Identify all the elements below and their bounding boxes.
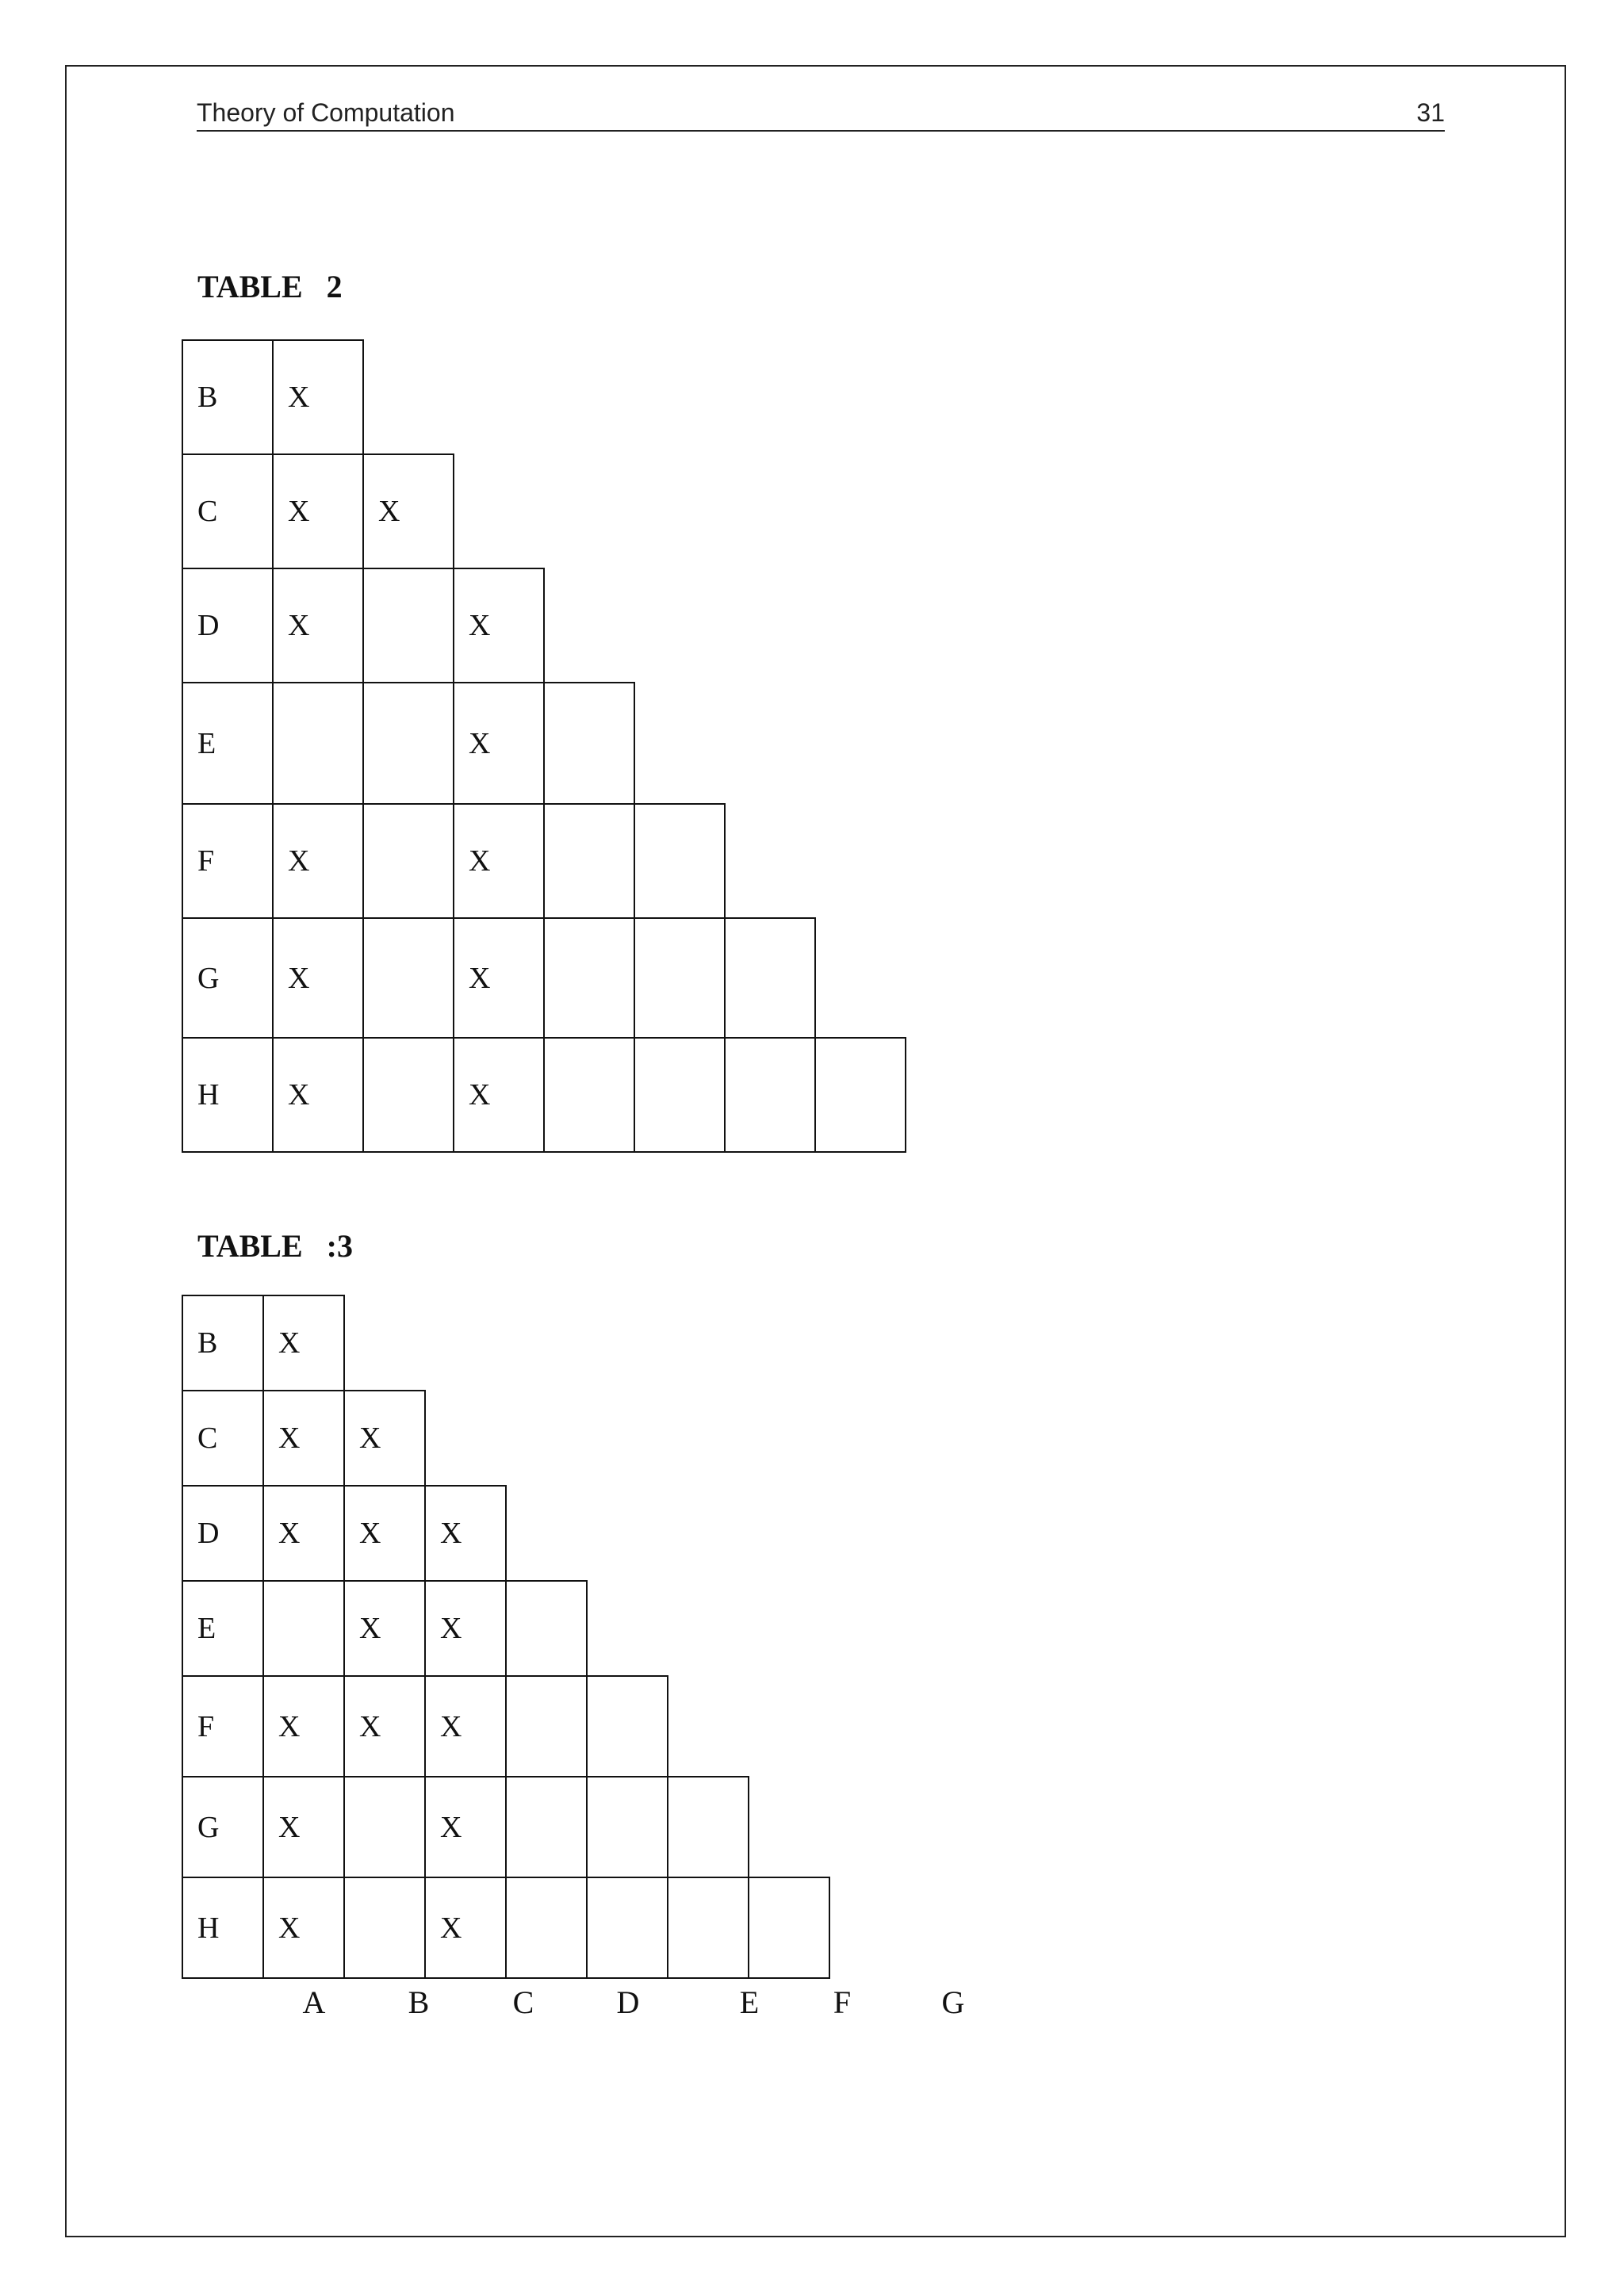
table-cell-marked: X (453, 1037, 545, 1153)
table-cell-marked: X (343, 1390, 426, 1487)
table-cell-marked: X (272, 339, 364, 455)
table-cell-marked: X (453, 682, 545, 805)
column-label: A (302, 1984, 326, 2020)
page-number: 31 (1416, 98, 1445, 127)
header-title: Theory of Computation (197, 98, 455, 127)
column-label: D (616, 1984, 640, 2020)
table-cell-empty (748, 1877, 830, 1979)
table-cell-marked: X (262, 1675, 345, 1777)
table-cell-marked: X (424, 1580, 507, 1677)
table-cell-marked: X (272, 917, 364, 1039)
table-cell-marked: X (453, 917, 545, 1039)
table-cell-marked: X (262, 1877, 345, 1979)
row-label-cell: C (182, 453, 274, 569)
table-cell-empty (262, 1580, 345, 1677)
table-cell-marked: X (272, 1037, 364, 1153)
table-3-caption: TABLE :3 (197, 1228, 353, 1264)
table-cell-empty (543, 1037, 635, 1153)
table-cell-marked: X (262, 1390, 345, 1487)
column-label: C (512, 1984, 534, 2020)
table-cell-empty (505, 1675, 588, 1777)
table-cell-empty (724, 917, 816, 1039)
table-cell-empty (362, 568, 454, 683)
table-cell-marked: X (424, 1675, 507, 1777)
table-cell-marked: X (343, 1675, 426, 1777)
table-cell-marked: X (453, 568, 545, 683)
table-cell-empty (634, 803, 726, 919)
table-cell-marked: X (272, 453, 364, 569)
table-cell-empty (505, 1580, 588, 1677)
row-label-cell: F (182, 803, 274, 919)
table-cell-empty (343, 1877, 426, 1979)
column-label: G (941, 1984, 965, 2020)
table-cell-marked: X (272, 803, 364, 919)
column-label: B (408, 1984, 430, 2020)
table-cell-empty (362, 682, 454, 805)
table-cell-marked: X (262, 1485, 345, 1582)
table-cell-empty (543, 803, 635, 919)
column-label: F (833, 1984, 852, 2020)
row-label-cell: G (182, 917, 274, 1039)
running-header (197, 98, 1445, 132)
table-cell-empty (362, 917, 454, 1039)
table-cell-empty (362, 803, 454, 919)
table-cell-empty (634, 1037, 726, 1153)
table-cell-empty (814, 1037, 906, 1153)
table-cell-marked: X (343, 1485, 426, 1582)
table-cell-empty (505, 1776, 588, 1878)
table-cell-empty (343, 1776, 426, 1878)
table-cell-empty (543, 682, 635, 805)
table-cell-empty (634, 917, 726, 1039)
table-2-caption: TABLE 2 (197, 269, 343, 304)
table-cell-empty (272, 682, 364, 805)
row-label-cell: E (182, 682, 274, 805)
table-cell-empty (586, 1776, 668, 1878)
table-cell-empty (505, 1877, 588, 1979)
table-cell-empty (586, 1877, 668, 1979)
table-cell-empty (667, 1776, 749, 1878)
table-cell-empty (724, 1037, 816, 1153)
table-cell-marked: X (362, 453, 454, 569)
table-cell-marked: X (424, 1877, 507, 1979)
table-cell-marked: X (272, 568, 364, 683)
table-cell-empty (667, 1877, 749, 1979)
table-cell-marked: X (453, 803, 545, 919)
row-label-cell: E (182, 1580, 264, 1677)
table-cell-marked: X (343, 1580, 426, 1677)
row-label-cell: F (182, 1675, 264, 1777)
table-cell-marked: X (262, 1295, 345, 1391)
row-label-cell: B (182, 339, 274, 455)
row-label-cell: D (182, 568, 274, 683)
table-cell-empty (543, 917, 635, 1039)
table-cell-empty (362, 1037, 454, 1153)
row-label-cell: C (182, 1390, 264, 1487)
table-cell-marked: X (424, 1485, 507, 1582)
table-cell-empty (586, 1675, 668, 1777)
row-label-cell: H (182, 1037, 274, 1153)
row-label-cell: G (182, 1776, 264, 1878)
row-label-cell: D (182, 1485, 264, 1582)
column-label: E (739, 1984, 760, 2020)
row-label-cell: H (182, 1877, 264, 1979)
table-cell-marked: X (262, 1776, 345, 1878)
table-cell-marked: X (424, 1776, 507, 1878)
row-label-cell: B (182, 1295, 264, 1391)
